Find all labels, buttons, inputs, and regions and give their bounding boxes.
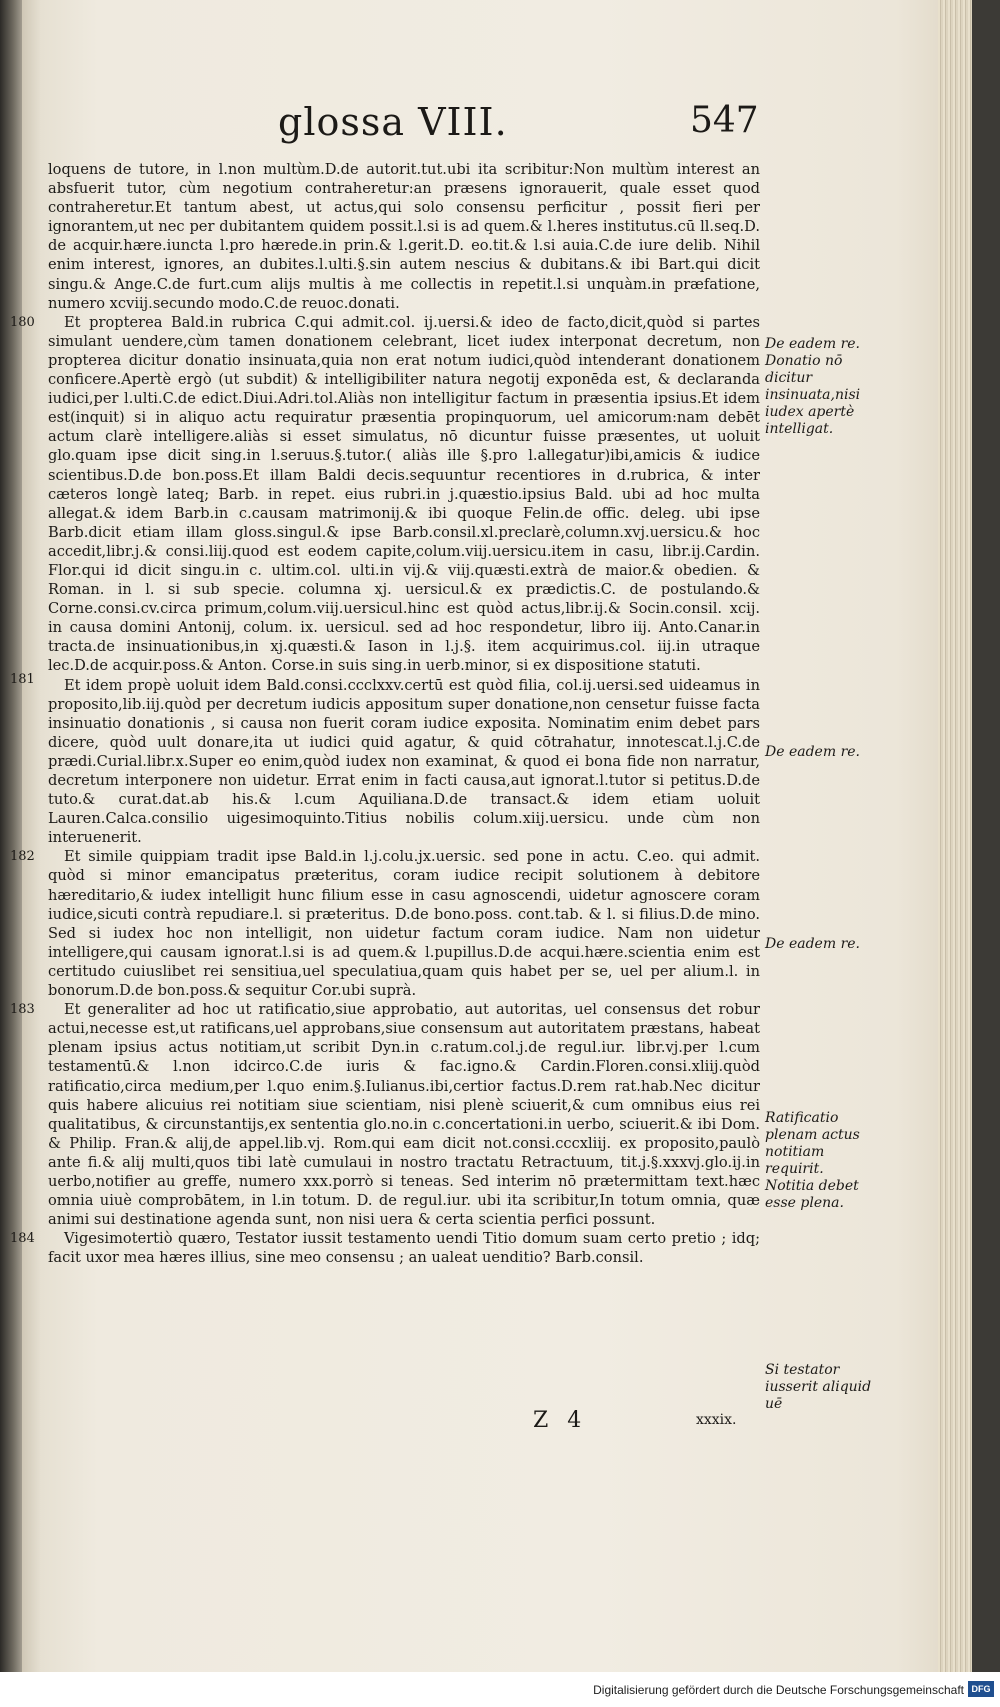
paragraph: Et simile quippiam tradit ipse Bald.in l.j.colu.jx.uersic. sed pone in actu. C.eo. qui admit. quòd si minor emancipatus præteritus, coram iudice recipit solutionem à debitore hæreditario,& iudex intelligit hunc filium esse in casu agnoscendi, uidetur agnoscere coram iudice,sicuti contrà repudiare.l. si præteritus. D.de bono.poss. cont.tab. & l. si filius.D.de mino. Sed si iudex hoc non intelligit, non uidetur factum coram iudice. Nam non uidetur intelligere,qui causam ignorat.l.si is ad quem.& l.pupillus.D.de acqui.hære.scientia enim est certitudo cuiuslibet rei sensitiua,uel speculatiua,quam quis habet per se, uel per alium.l. in bonorum.D.de bon.poss.& sequitur Cor.ubi suprà.	[48, 848, 760, 1000]
credit-text: Digitalisierung gefördert durch die Deutsche Forschungsgemeinschaft	[593, 1683, 964, 1697]
marginal-gloss: Si testator iusserit aliquid uē	[765, 1362, 872, 1412]
main-text-block	[10, 160, 760, 1267]
paragraph: Et idem propè uoluit idem Bald.consi.ccclxxv.certū est quòd filia, col.ij.uersi.sed uideamus in proposito,lib.iij.quòd per decretum iudicis appositum super donatione,non censetur fuisse facta insinuatio donationis , si causa non fuerit coram iudice exposita. Nominatim enim debet pars dicere, quòd uult donare,ita ut iudici quid agatur, & quid cōtrahatur, innotescat.l.j.C.de prædi.Curial.libr.x.Super eo enim,quòd iudex non examinat, & quod ei bona fide non narratur, decretum interponere non uidetur. Errat enim in facti causa,aut ignorat.l.tutor si petitus.D.de tuto.& curat.dat.ab his.& l.cum Aquiliana.D.de transact.& idem etiam uoluit Lauren.Calca.consilio uigesimoquinto.Titius nobilis colum.xiij.uersicu. unde cùm non interuenerit.	[48, 676, 760, 847]
marginal-gloss: De eadem re.	[765, 936, 860, 952]
digitization-credit-bar	[0, 1672, 1000, 1707]
marginal-gloss: De eadem re.	[765, 744, 860, 760]
paragraph-number: 181	[10, 671, 35, 687]
running-head: glossa VIII.	[278, 100, 508, 144]
marginal-gloss: Ratificatio plenam actus notitiam requirit. Notitia debet esse plena.	[765, 1110, 860, 1211]
paragraph-number: 183	[10, 1002, 35, 1018]
paragraph-number: 182	[10, 849, 35, 865]
facing-page-edge	[0, 0, 22, 1672]
marginal-gloss: De eadem re. Donatio nō dicitur insinuata,nisi iudex apertè intelligat.	[765, 336, 861, 437]
paragraph-continuation: loquens de tutore, in l.non multùm.D.de autorit.tut.ubi ita scribitur:Non multùm interest an absfuerit tutor, cùm negotium contraheretur:an præsens ignorauerit, quale esset quod contraheretur.Et tantum abest, ut actus,qui solo consensu perficitur , possit fieri per ignorantem,ut nec per dubitantem quidem possit.l.si is ad quem.& l.heres institutus.cū ll.seq.D. de acquir.hære.iuncta l.pro hærede.in prin.& l.gerit.D. eo.tit.& l.si auia.C.de iure delib. Nihil enim interest, ignores, an dubites.l.ulti.§.sin autem nescius & dubitans.& ibi Bart.qui dicit singu.& Ange.C.de furt.cum alijs multis à me collectis in repetit.l.si unquàm.in præfatione, numero xcviij.secundo modo.C.de reuoc.donati.	[48, 161, 760, 312]
page-stack-edge	[938, 0, 972, 1672]
paragraph: Et generaliter ad hoc ut ratificatio,siue approbatio, aut autoritas, uel consensus det robur actui,necesse est,ut ratificans,uel approbans,siue consensum aut autoritatem præstans, habeat plenam ipsius actus notitiam,ut scribit Dyn.in c.ratum.col.j.de regul.iur. libr.vj.per l.cum testamentū.& l.non idcirco.C.de iuris & fac.igno.& Cardin.Floren.consi.xliij.quòd ratificatio,circa medium,per l.quo enim.§.Iulianus.ibi,certior factus.D.rem rat.hab.Nec dicitur quis habere alicuius rei notitiam siue scientiam, nisi plenè sciuerit,& cum omnibus eius rei qualitatibus, & circunstantijs,ex sententia glo.no.in c.concertationi.in uerbo, sciuerit.& ibi Dom. & Philip. Fran.& alij,de appel.lib.vj. Rom.qui eam dicit not.consi.cccxliij. ex proposito,paulò ante fi.& alij multi,quos tibi latè cumulaui in nostro tractatu Retractuum, tit.j.§.xxxvj.glo.ij.in uerbo,notifier au greffe, numero xxx.porrò si teneas. Sed interim nō prætermittam text.hæc omnia uiuè comprobātem, in l.in totum. D. de regul.iur. ubi ita scribitur,In totum omnia, quæ animi sui destinatione agenda sunt, non nisi uera & certa scientia perfici possunt.	[48, 1001, 760, 1229]
paragraph: Et propterea Bald.in rubrica C.qui admit.col. ij.uersi.& ideo de facto,dicit,quòd si partes simulant uendere,cùm tamen donationem celebrant, licet iudex interponat decretum, non propterea dicitur donatio insinuata,quia non erat notum iudici,quòd intenderant donationem conficere.Apertè ergò (ut subdit) & intelligibiliter natura negotij exponēda est, & declaranda iudici,per l.ulti.C.de edict.Diui.Adri.tol.Aliàs non intelligitur factum in præsentia ipsius.Et idem est(inquit) si in aliquo actu requiratur præsentia propinquorum, uel amicorum:nam debēt actum clarè intelligere.aliàs si esset simulatus, nō dicuntur fuisse præsentes, ut uoluit glo.quam ipse dicit sing.in l.seruus.§.tutor.( aliàs ille §.pro l.allegatur)ibi,amicis & iudice scientibus.D.de bon.poss.Et illam Baldi decis.sequuntur recentiores in d.rubrica, & inter cæteros longè lateq; Barb. in repet. eius rubri.in j.quæstio.ipsius Bald. ubi ad hoc multa allegat.& idem Barb.in c.causam matrimonij.& ibi quoque Felin.de offic. deleg. ubi ipse Barb.dicit etiam illam gloss.singul.& ipse Barb.consil.xl.preclarè,column.xvj.uersicu.& hoc accedit,libr.j.& consi.liij.quod est eodem capite,colum.viij.uersicu.item in casu, libr.ij.Cardin. Flor.qui id dicit singu.in c. ultim.col. ulti.in vij.& viij.quæsti.extrà de maior.& obedien. & Roman. in l. si sub specie. columna xj. uersicul.& ex prædictis.C. de postulando.& Corne.consi.cv.circa primum,colum.viij.uersicul.hinc est quòd actus,libr.ij.& Socin.consil. xcij. in causa domini Antonij, colum. ix. uersicul. sed ad hoc respondetur, libro iij. Anto.Canar.in tracta.de insinuationibus,in xj.quæsti.& Iason in l.j.§. item acquirimus.col. iij.in utraque lec.D.de acquir.poss.& Anton. Corse.in suis sing.in uerb.minor, si ex dispositione statuti.	[48, 313, 760, 675]
signature-mark: Z 4	[533, 1408, 588, 1433]
page-number: 547	[690, 100, 759, 141]
page-footer	[48, 1408, 760, 1438]
catchword: xxxix.	[696, 1412, 737, 1428]
dfg-logo[interactable]: DFG	[968, 1681, 994, 1697]
paragraph: Vigesimotertiò quæro, Testator iussit testamento uendi Titio domum suam certo pretio ; idq; facit uxor mea hæres illius, sine meo consensu ; an ualeat uenditio? Barb.consil.	[48, 1230, 760, 1267]
paragraph-number: 184	[10, 1231, 35, 1247]
paragraph-number: 180	[10, 314, 35, 330]
